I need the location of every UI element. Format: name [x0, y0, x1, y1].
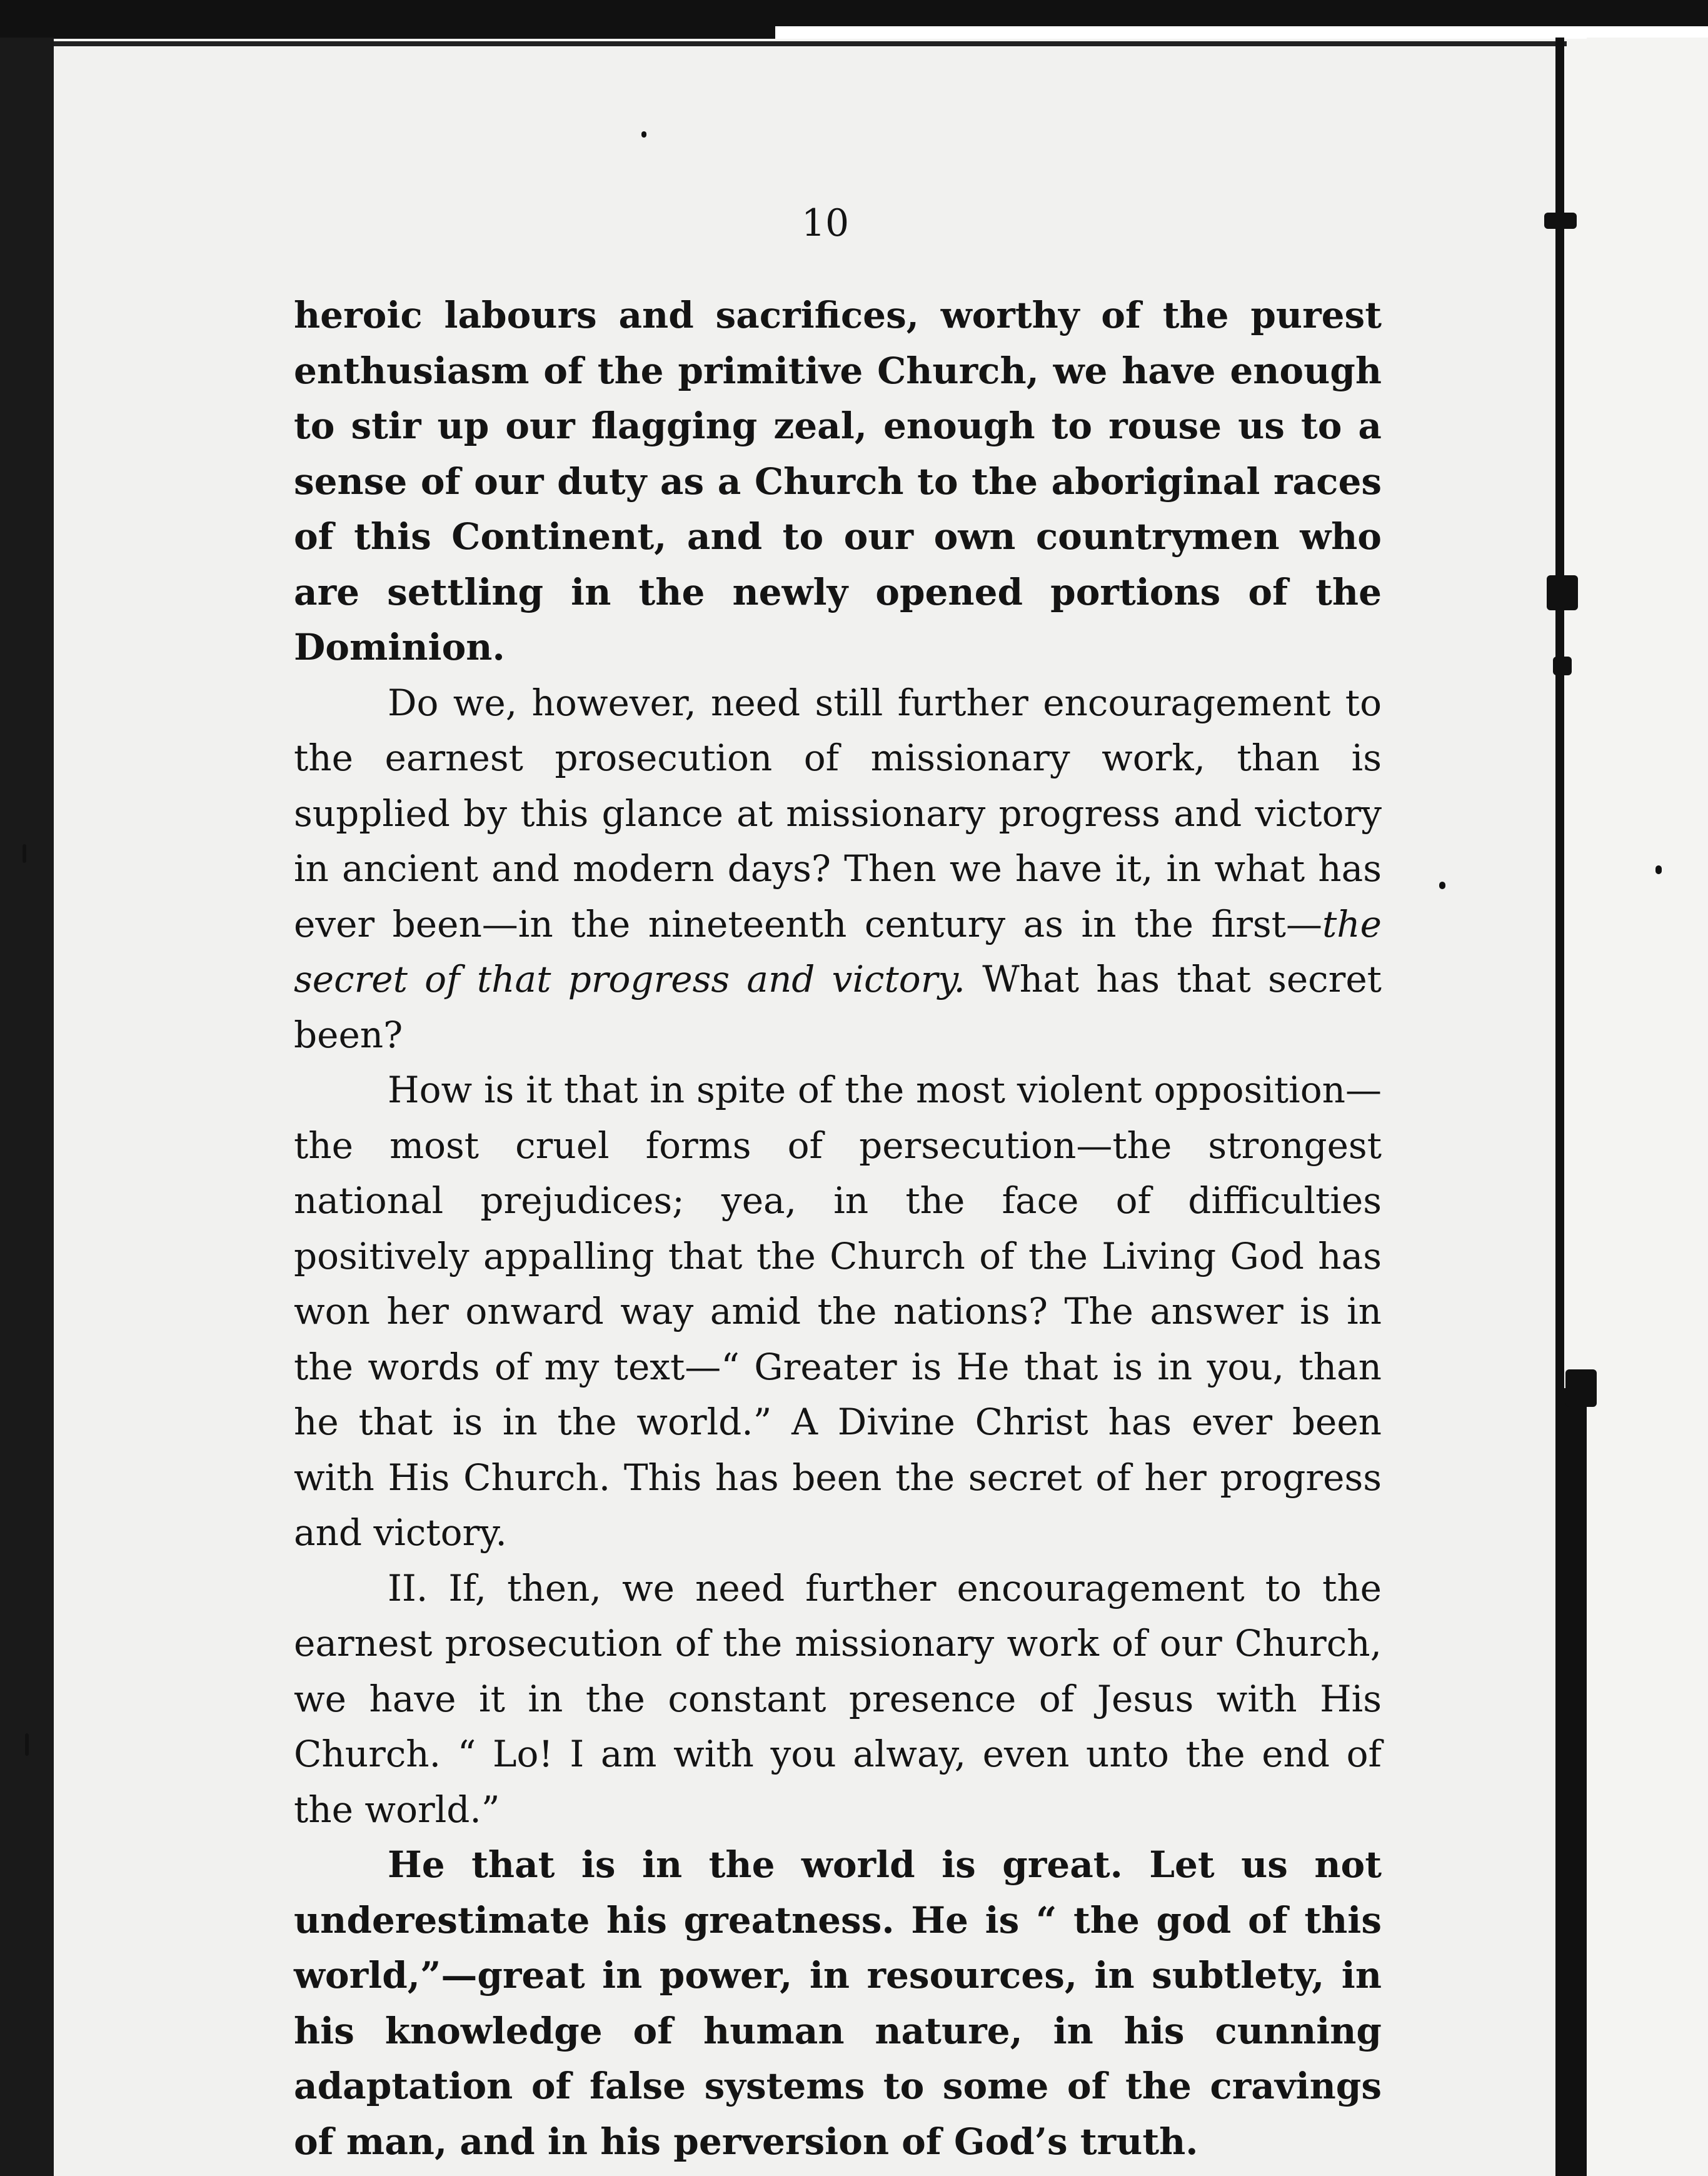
top-page-rule	[54, 41, 1567, 46]
binding-stitch-mark	[1544, 213, 1577, 229]
left-scan-edge	[0, 38, 54, 2176]
binding-gutter-line	[1555, 38, 1564, 2176]
scan-speck	[25, 1733, 29, 1756]
scan-speck	[641, 131, 646, 138]
paragraph-2-italic: the secret of that progress and victory.	[294, 902, 1382, 1000]
page-number: 10	[801, 201, 850, 245]
paragraph-2-ending: What has that secret been?	[294, 958, 1382, 1056]
binding-gutter-shadow	[1564, 1388, 1587, 2176]
scan-speck	[1439, 882, 1445, 889]
paragraph-3: How is it that in spite of the most violent opposition—the most cruel forms of persecution—the strongest national prejudices; yea, in the face of difficulties positively appalling that the Church of the Living God has won her onward way amid the nations? The answer is in the words of my text—“ Greater is He that is in you, than he that is in the world.” A Divine Christ has ever been with His Church. This has been the secret of her progress and victory.	[294, 1069, 1382, 1554]
page-body-text	[294, 288, 1382, 2169]
binding-stitch-mark	[1547, 575, 1578, 610]
top-scan-bar-right	[775, 0, 1708, 26]
scan-speck	[1655, 865, 1662, 874]
paragraph-2	[294, 675, 1382, 1063]
paragraph-1: heroic labours and sacrifices, worthy of the purest enthusiasm of the primitive Church, we have enough to stir up our flagging zeal, enough to rouse us to a sense of our duty as a Church to the aboriginal races of this Continent, and to our own countrymen who are settling in the newly opened portions of the Dominion.	[294, 294, 1382, 668]
paragraph-5: He that is in the world is great. Let us not underestimate his greatness. He is “ the god of this world,”—great in power, in resources, in subtlety, in his knowledge of human nature, in his cunning adaptation of false systems to some of the cravings of man, and in his perversion of God’s truth.	[294, 1843, 1382, 2163]
paragraph-2-text: Do we, however, need still further encouragement to the earnest prosecution of missionary work, than is supplied by this glance at missionary progress and victory in ancient and modern days? Then we have it, in what has ever been—in the nineteenth century as in the first—	[294, 681, 1382, 945]
paragraph-4: II. If, then, we need further encouragement to the earnest prosecution of the missionary work of our Church, we have it in the constant presence of Jesus with His Church. “ Lo! I am with you alway, even unto the end of the world.”	[294, 1566, 1382, 1831]
scan-speck	[23, 844, 26, 863]
binding-stitch-mark	[1553, 657, 1572, 675]
top-scan-bar-left	[0, 0, 775, 39]
adjacent-page-strip	[1587, 38, 1708, 2176]
binding-stitch-mark	[1565, 1369, 1597, 1407]
